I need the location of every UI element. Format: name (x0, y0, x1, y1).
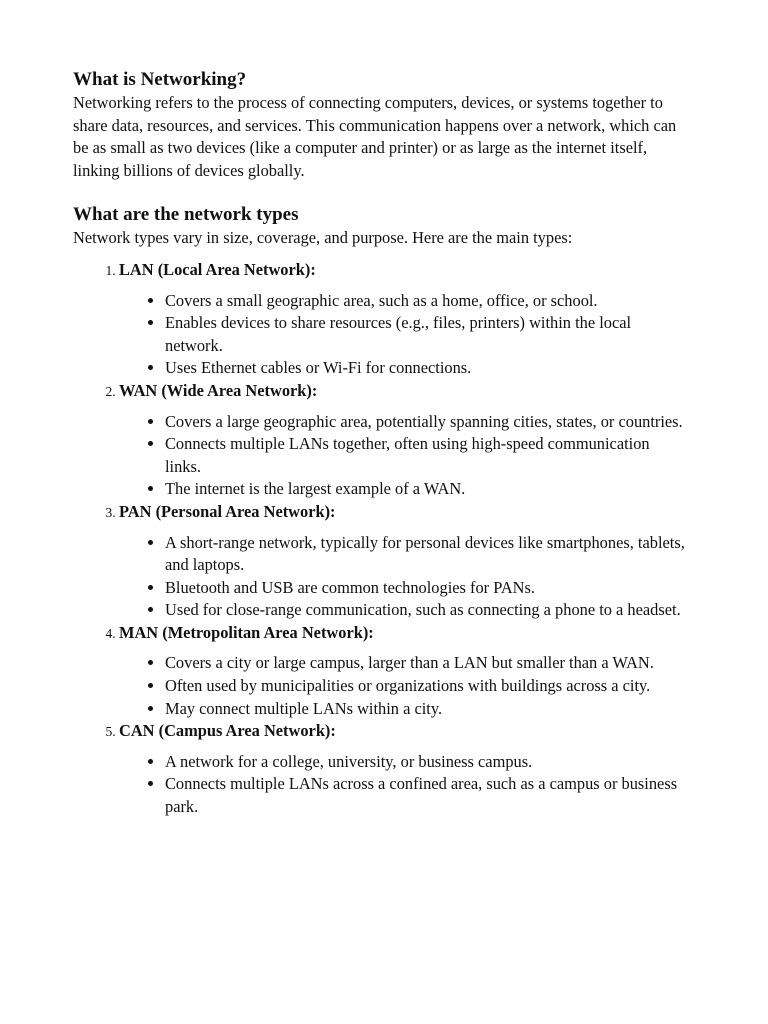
bullet-item: • Connects multiple LANs across a confined area, such as a campus or business park. (165, 773, 688, 818)
network-types-list (73, 259, 688, 819)
list-item-man (119, 622, 688, 720)
bullet-item: • Connects multiple LANs together, often using high-speed communication links. (165, 433, 688, 478)
paragraph-network-types-intro: Network types vary in size, coverage, and purpose. Here are the main types: (73, 228, 573, 248)
heading-what-is-networking: What is Networking? (73, 69, 247, 90)
list-item-wan (119, 380, 688, 501)
list-item-lan (119, 259, 688, 380)
bullet-item: • Covers a large geographic area, potentially spanning cities, states, or countries. (165, 411, 688, 434)
type-title-man: MAN (Metropolitan Area Network): (119, 622, 374, 642)
section-network-types (73, 203, 688, 818)
bullet-item: • Bluetooth and USB are common technologies for PANs. (165, 577, 688, 600)
type-title-lan: LAN (Local Area Network): (119, 259, 316, 279)
bullet-item: • A network for a college, university, or business campus. (165, 751, 688, 774)
type-title-wan: WAN (Wide Area Network): (119, 380, 318, 400)
bullet-item: • Used for close-range communication, such as connecting a phone to a headset. (165, 599, 688, 622)
bullet-item: • A short-range network, typically for personal devices like smartphones, tablets, and laptops. (165, 532, 688, 577)
type-title-pan: PAN (Personal Area Network): (119, 501, 336, 521)
bullet-item: • The internet is the largest example of a WAN. (165, 478, 688, 501)
type-title-can: CAN (Campus Area Network): (119, 721, 336, 741)
bullet-item: • Covers a city or large campus, larger than a LAN but smaller than a WAN. (165, 652, 688, 675)
bullet-list-can (119, 751, 688, 819)
bullet-item: • Enables devices to share resources (e.g., files, printers) within the local network. (165, 312, 688, 357)
bullet-item: • Uses Ethernet cables or Wi-Fi for connections. (165, 357, 688, 380)
bullet-list-man (119, 652, 688, 720)
bullet-list-pan (119, 532, 688, 622)
list-item-can (119, 720, 688, 818)
bullet-list-wan (119, 411, 688, 501)
heading-network-types: What are the network types (73, 204, 299, 226)
bullet-list-lan (119, 290, 688, 380)
bullet-item: • Often used by municipalities or organizations with buildings across a city. (165, 675, 688, 698)
list-item-pan (119, 501, 688, 622)
bullet-item: • Covers a small geographic area, such as a home, office, or school. (165, 290, 688, 313)
section-what-is-networking (73, 68, 688, 182)
bullet-item: • May connect multiple LANs within a city. (165, 698, 688, 721)
paragraph-networking-definition: Networking refers to the process of connecting computers, devices, or systems together to share data, resources, and services. This communication happens over a network, which can be as small as two devices (like a computer and printer) or as large as the internet itself, linking billions of devices globally. (73, 93, 677, 180)
